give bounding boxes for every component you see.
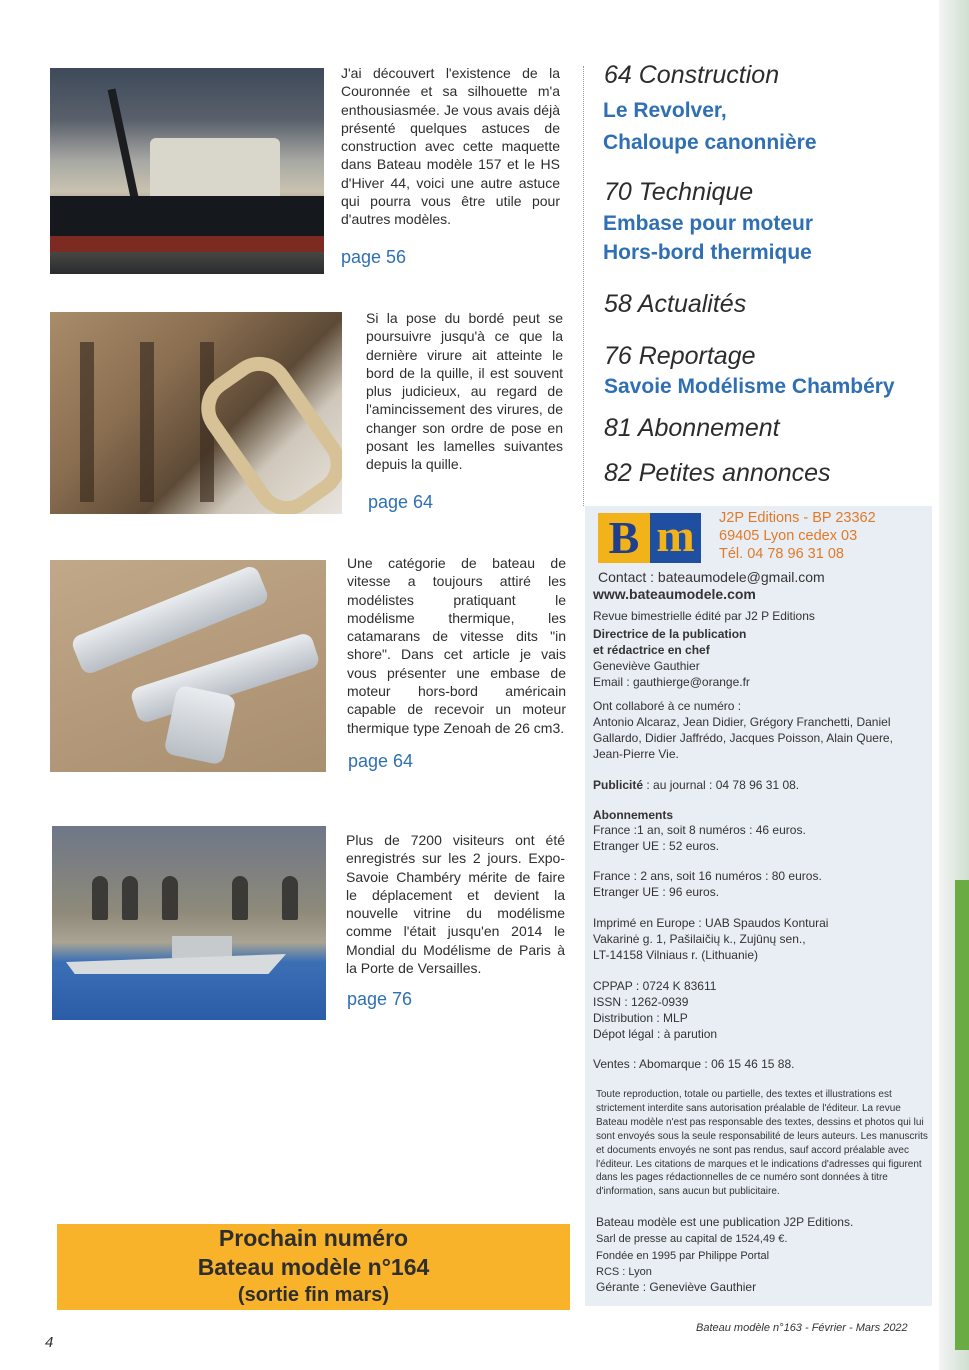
ventes-line: Ventes : Abomarque : 06 15 46 15 88. (593, 1057, 795, 1071)
editor-line-3: Tél. 04 78 96 31 08 (719, 546, 844, 562)
page-ref-4[interactable]: page 76 (347, 989, 413, 1009)
logo-letter-b: B (598, 513, 650, 563)
editor-line-1: J2P Editions - BP 23362 (719, 510, 876, 526)
next-issue-line-1: Prochain numéro (218, 1225, 409, 1251)
abonnements-title-text: Abonnements (593, 808, 674, 822)
issn-line: ISSN : 1262-0939 (593, 995, 689, 1009)
next-issue-box (57, 1224, 570, 1310)
revue-line: Revue bimestrielle édité par J2 P Editions (593, 609, 815, 623)
toc-abonnement[interactable]: 81 Abonnement (604, 414, 780, 442)
director-title-2-text: et rédactrice en chef (593, 643, 710, 657)
cppap-line: CPPAP : 0724 K 83611 (593, 979, 717, 993)
distribution-line: Distribution : MLP (593, 1011, 688, 1025)
photo-visitor (282, 876, 298, 920)
photo-visitor (92, 876, 108, 920)
page-ref-3[interactable]: page 64 (348, 751, 414, 771)
toc-technique-sub-2: Hors-bord thermique (603, 241, 812, 264)
photo-motor-mount-parts (50, 560, 326, 772)
collab-line-2: Gallardo, Didier Jaffrédo, Jacques Poisson, Alain Quere, (593, 731, 893, 745)
print-line-3: LT-14158 Vilniaus r. (Lithuanie) (593, 948, 758, 962)
toc-reportage[interactable]: 76 Reportage (604, 342, 756, 370)
toc-construction-sub-1: Le Revolver, (603, 99, 727, 122)
abo-line-4: Etranger UE : 96 euros. (593, 885, 720, 899)
sarl-line-2: Fondée en 1995 par Philippe Portal (596, 1250, 770, 1262)
next-issue-line-2: Bateau modèle n°164 (197, 1254, 430, 1280)
print-line-1: Imprimé en Europe : UAB Spaudos Konturai (593, 916, 829, 930)
bm-logo (598, 510, 701, 563)
photo-visitor (162, 876, 178, 920)
photo-ship-superstructure (172, 936, 232, 958)
photo-hull-planking (50, 312, 342, 514)
director-name: Geneviève Gauthier (593, 659, 700, 673)
toc-petites-annonces[interactable]: 82 Petites annonces (604, 459, 831, 487)
collab-title: Ont collaboré à ce numéro : (593, 699, 742, 713)
photo-rib-shape (80, 342, 94, 502)
fine-print: Toute reproduction, totale ou partielle, des textes et illustrations est strictement interdite sans autorisation préalable de l'éditeur. La revue Bateau modèle n'est pas responsable des textes, dessins et photos qui lui sont envoyés sous la seule responsabilité de leurs auteurs. Les manuscrits et documents envoyés ne sont pas rendus, sauf accord préalable avec l'éditeur. Les citations de marques et le indications d'adresses qui figurent dans les pages rédactionnelles de ce numéro sont données à titre d'information, sans aucun but publicitaire. (596, 1089, 928, 1198)
page-ref-1[interactable]: page 56 (341, 247, 407, 267)
abo-line-3: France : 2 ans, soit 16 numéros : 80 euros. (593, 869, 822, 883)
column-divider (583, 66, 584, 506)
publicite-value: : au journal : 04 78 96 31 08. (643, 778, 800, 792)
director-email[interactable]: Email : gauthierge@orange.fr (593, 675, 750, 689)
photo-waterline-shape (50, 236, 324, 252)
next-issue-line-3: (sortie fin mars) (237, 1284, 390, 1306)
publicite-line (593, 778, 799, 794)
photo-hull-shape (50, 196, 324, 236)
toc-construction[interactable]: 64 Construction (604, 61, 780, 89)
abonnements-title (593, 808, 673, 824)
sarl-line-1: Sarl de presse au capital de 1524,49 €. (596, 1233, 788, 1245)
publisher-line: Bateau modèle est une publication J2P Editions. (596, 1215, 854, 1229)
photo-metal-fin (163, 685, 236, 766)
sarl-line-3: RCS : Lyon (596, 1266, 652, 1278)
photo-rib-shape (140, 342, 154, 502)
photo-ship-model (50, 68, 324, 274)
collab-line-3: Jean-Pierre Vie. (593, 747, 679, 761)
logo-letter-m: m (650, 513, 701, 563)
green-edge-tab (955, 880, 969, 1350)
collab-line-1: Antonio Alcaraz, Jean Didier, Grégory Franchetti, Daniel (593, 715, 891, 729)
article-blurb-4: Plus de 7200 visiteurs ont été enregistrés sur les 2 jours. Expo-Savoie Chambéry mérite de faire le déplacement et devient la nouvelle vitrine du modélisme comme l'était jusqu'en 2014 le Mondial du Modélisme de Paris à la Porte de Versailles. (346, 832, 565, 977)
article-blurb-3: Une catégorie de bateau de vitesse a toujours attiré les modélistes pratiquant le modélisme thermique, les catamarans de vitesse dits "in shore". Dans cet article je vais vous présenter une embase de moteur hors-bord américain capable de recevoir un moteur thermique type Zenoah de 26 cm3. (347, 555, 566, 736)
abo-line-2: Etranger UE : 52 euros. (593, 839, 720, 853)
abo-line-1: France :1 an, soit 8 numéros : 46 euros. (593, 823, 806, 837)
page-number: 4 (45, 1334, 54, 1351)
article-blurb-2: Si la pose du bordé peut se poursuivre jusqu'à ce que la dernière virure ait atteinte le bord de la quille, il est souvent plus judicieux, au regard de l'amincissement des virures, de changer son ordre de pose en posant les lamelles suivantes depuis la quille. (366, 310, 563, 473)
toc-technique-sub-1: Embase pour moteur (603, 212, 814, 235)
print-line-2: Vakarinė g. 1, Pašilaičių k., Zujūnų sen., (593, 932, 806, 946)
photo-visitor (122, 876, 138, 920)
issue-footer: Bateau modèle n°163 - Février - Mars 2022 (696, 1322, 908, 1334)
photo-crane-shape (108, 88, 141, 207)
director-title-1 (593, 627, 746, 643)
director-title-2 (593, 643, 710, 659)
toc-construction-sub-2: Chaloupe canonnière (603, 131, 817, 154)
publicite-label: Publicité (593, 778, 644, 792)
editor-line-2: 69405 Lyon cedex 03 (719, 528, 858, 544)
photo-visitor (232, 876, 248, 920)
article-blurb-1: J'ai découvert l'existence de la Couronnée et sa silhouette m'a enthousiasmée. Je vous avais déjà présenté quelques astuces de construction avec cette maquette dans Bateau modèle 157 et le HS d'Hiver 44, voici une autre astuce qui pourra vous être utile pour d'autres modèles. (341, 65, 560, 228)
toc-reportage-sub-1: Savoie Modélisme Chambéry (604, 375, 895, 398)
contact-email[interactable]: Contact : bateaumodele@gmail.com (598, 569, 825, 585)
depot-legal-line: Dépot légal : à parution (593, 1027, 718, 1041)
website-link[interactable] (593, 587, 756, 603)
photo-exhibition-pool (52, 826, 326, 1020)
toc-actualites[interactable]: 58 Actualités (604, 290, 747, 318)
page-ref-2[interactable]: page 64 (368, 492, 434, 512)
toc-technique[interactable]: 70 Technique (604, 178, 754, 206)
gerante-line: Gérante : Geneviève Gauthier (596, 1280, 757, 1294)
website-text: www.bateaumodele.com (593, 586, 756, 602)
director-title-1-text: Directrice de la publication (593, 627, 747, 641)
